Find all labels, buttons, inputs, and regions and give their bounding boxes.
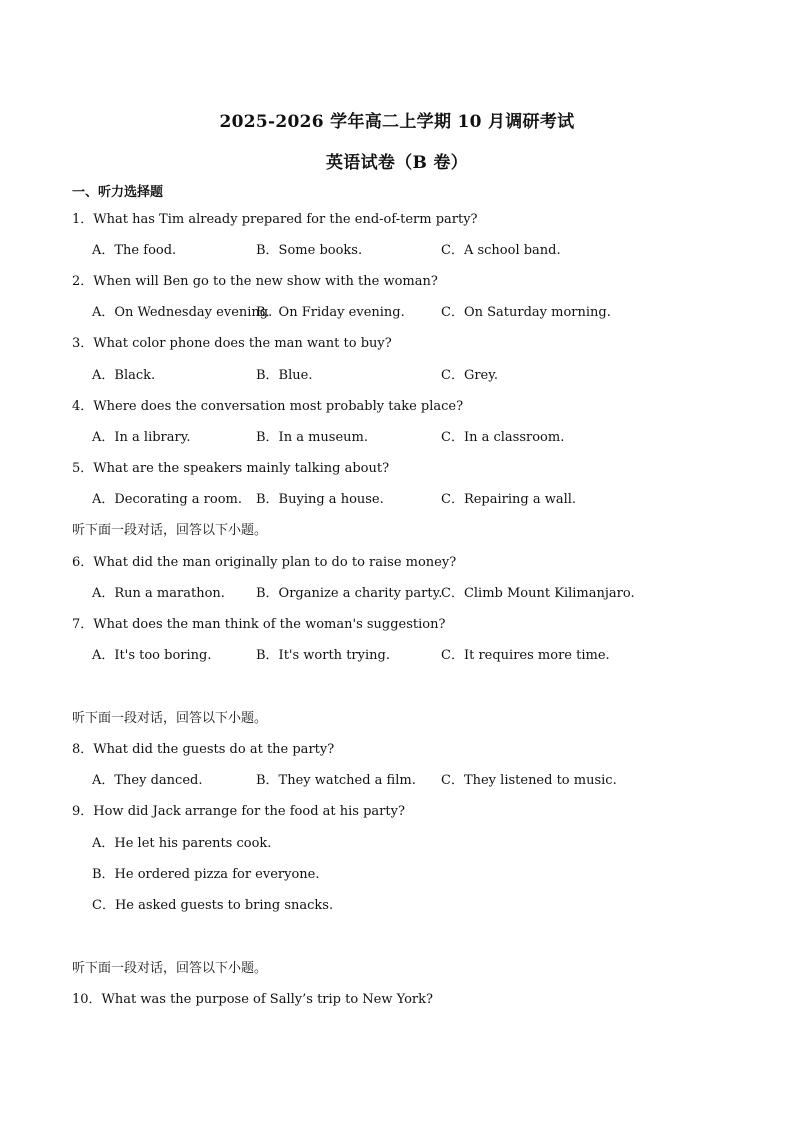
question-stem: 9．How did Jack arrange for the food at his party? [72,804,405,819]
option-b: B．In a museum. [256,430,368,445]
question-options [92,488,732,508]
option-a: A．It's too boring. [92,648,212,663]
option-c: C．On Saturday morning. [441,305,611,320]
question-stem: 2．When will Ben go to the new show with the woman? [72,274,438,289]
question-options [92,239,732,259]
exam-title: 2025-2026 学年高二上学期 10 月调研考试 [219,112,575,132]
option-b: B．Buying a house. [256,492,384,507]
option-b: B．Organize a charity party. [256,586,443,601]
question-options [92,426,732,446]
question-stem: 5．What are the speakers mainly talking about? [72,461,390,476]
question-stem: 3．What color phone does the man want to buy? [72,336,392,351]
question-stem: 10．What was the purpose of Sally’s trip to New York? [72,992,433,1007]
listening-instruction: 听下面一段对话，回答以下小题。 [72,523,268,538]
option-a: A．In a library. [92,430,191,445]
option-c: C．Repairing a wall. [441,492,577,507]
question-stem: 4．Where does the conversation most probably take place? [72,399,464,414]
question-options [92,301,732,321]
option-c: C．A school band. [441,243,561,258]
option-c: C．It requires more time. [441,648,610,663]
option-c: C．Climb Mount Kilimanjaro. [441,586,635,601]
option-a: A．They danced. [92,773,203,788]
option-c: C．In a classroom. [441,430,565,445]
section-heading: 一、听力选择题 [72,185,164,200]
question-stem: 1．What has Tim already prepared for the end-of-term party? [72,212,478,227]
option-c: C．He asked guests to bring snacks. [92,898,334,913]
option-a: A．Black. [92,368,156,383]
option-a: A．He let his parents cook. [92,836,272,851]
listening-instruction: 听下面一段对话，回答以下小题。 [72,711,268,726]
option-a: A．Run a marathon. [92,586,225,601]
option-c: C．They listened to music. [441,773,617,788]
exam-subtitle: 英语试卷（B 卷） [326,153,468,173]
option-b: B．It's worth trying. [256,648,390,663]
option-c: C．Grey. [441,368,498,383]
question-options [92,769,732,789]
question-options [92,644,732,664]
question-stem: 6．What did the man originally plan to do to raise money? [72,555,457,570]
option-b: B．Blue. [256,368,313,383]
question-stem: 7．What does the man think of the woman's suggestion? [72,617,446,632]
option-a: A．On Wednesday evening. [92,305,273,320]
question-stem: 8．What did the guests do at the party? [72,742,335,757]
option-a: A．Decorating a room. [92,492,242,507]
question-options [92,364,732,384]
option-b: B．He ordered pizza for everyone. [92,867,320,882]
question-options [92,582,732,602]
option-b: B．On Friday evening. [256,305,405,320]
option-b: B．They watched a film. [256,773,416,788]
option-a: A．The food. [92,243,177,258]
option-b: B．Some books. [256,243,363,258]
listening-instruction: 听下面一段对话，回答以下小题。 [72,961,268,976]
